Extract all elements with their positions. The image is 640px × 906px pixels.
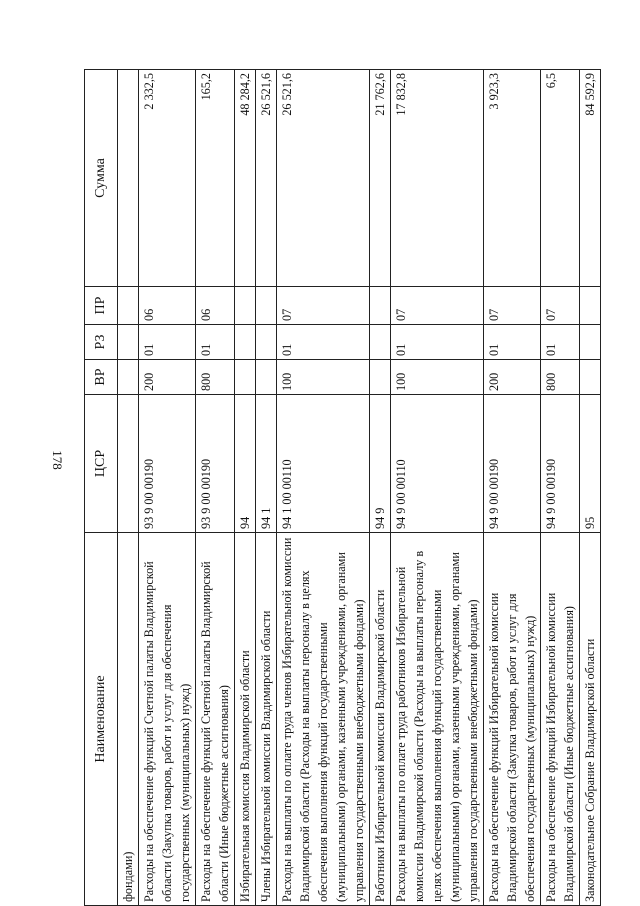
table-row xyxy=(541,70,580,906)
table-row xyxy=(235,70,256,906)
cell-vr: 100 xyxy=(277,360,370,395)
cell-vr: 800 xyxy=(196,360,235,395)
cell-rz xyxy=(235,325,256,360)
cell-sum: 17 832,8 xyxy=(391,70,484,287)
table-header-row xyxy=(85,70,118,906)
header-sum: Сумма xyxy=(85,70,118,287)
budget-table-container xyxy=(84,70,597,906)
cell-name: Расходы на выплаты по оплате труда работников Избирательной комиссии Владимирской области (Расходы на выплаты персоналу в целях обеспечения выполнения функций государственными (муниципальными) органами, казенными учреждениями, органами управления государственными внебюджетными фондами) xyxy=(391,533,484,906)
cell-csr: 93 9 00 00190 xyxy=(139,395,196,533)
cell-name: Расходы на обеспечение функций Избирательной комиссии Владимирской области (Иные бюджетные ассигнования) xyxy=(541,533,580,906)
cell-rz xyxy=(256,325,277,360)
table-row xyxy=(370,70,391,906)
cell-name: Расходы на обеспечение функций Счетной палаты Владимирской области (Иные бюджетные ассигнования) xyxy=(196,533,235,906)
cell-pr xyxy=(235,287,256,325)
cell-sum: 48 284,2 xyxy=(235,70,256,287)
cell-rz: 01 xyxy=(139,325,196,360)
table-row xyxy=(391,70,484,906)
cell-rz: 01 xyxy=(277,325,370,360)
cell-vr: 200 xyxy=(484,360,541,395)
cell-sum: 26 521,6 xyxy=(277,70,370,287)
cell-rz: 01 xyxy=(196,325,235,360)
header-pr: ПР xyxy=(85,287,118,325)
cell-pr xyxy=(370,287,391,325)
cell-pr xyxy=(580,287,601,325)
cell-pr: 07 xyxy=(277,287,370,325)
cell-sum xyxy=(118,70,139,287)
cell-sum: 6,5 xyxy=(541,70,580,287)
cell-rz xyxy=(370,325,391,360)
table-row xyxy=(277,70,370,906)
cell-vr: 800 xyxy=(541,360,580,395)
header-name: Наименование xyxy=(85,533,118,906)
cell-sum: 26 521,6 xyxy=(256,70,277,287)
header-rz: РЗ xyxy=(85,325,118,360)
cell-sum: 3 923,3 xyxy=(484,70,541,287)
header-vr: ВР xyxy=(85,360,118,395)
table-row xyxy=(580,70,601,906)
cell-name: Работники Избирательной комиссии Владимирской области xyxy=(370,533,391,906)
table-row xyxy=(139,70,196,906)
table-row xyxy=(196,70,235,906)
cell-csr: 94 9 00 00190 xyxy=(484,395,541,533)
cell-name: Законодательное Собрание Владимирской области xyxy=(580,533,601,906)
cell-csr: 94 9 00 00110 xyxy=(391,395,484,533)
cell-pr xyxy=(256,287,277,325)
cell-rz xyxy=(580,325,601,360)
cell-name: Избирательная комиссия Владимирской области xyxy=(235,533,256,906)
budget-table xyxy=(84,69,601,906)
cell-name: Члены Избирательной комиссии Владимирской области xyxy=(256,533,277,906)
cell-rz: 01 xyxy=(391,325,484,360)
cell-vr xyxy=(370,360,391,395)
table-row xyxy=(256,70,277,906)
cell-sum: 21 762,6 xyxy=(370,70,391,287)
cell-rz: 01 xyxy=(484,325,541,360)
cell-csr: 95 xyxy=(580,395,601,533)
table-row xyxy=(484,70,541,906)
cell-vr: 200 xyxy=(139,360,196,395)
cell-name: фондами) xyxy=(118,533,139,906)
cell-sum: 84 592,9 xyxy=(580,70,601,287)
cell-rz xyxy=(118,325,139,360)
cell-pr: 06 xyxy=(139,287,196,325)
cell-csr: 94 9 00 00190 xyxy=(541,395,580,533)
cell-csr: 94 1 00 00110 xyxy=(277,395,370,533)
cell-csr: 94 1 xyxy=(256,395,277,533)
header-csr: ЦСР xyxy=(85,395,118,533)
cell-csr: 93 9 00 00190 xyxy=(196,395,235,533)
cell-vr xyxy=(235,360,256,395)
cell-vr xyxy=(256,360,277,395)
cell-vr xyxy=(118,360,139,395)
cell-pr: 07 xyxy=(484,287,541,325)
cell-pr: 07 xyxy=(391,287,484,325)
cell-csr: 94 xyxy=(235,395,256,533)
cell-csr xyxy=(118,395,139,533)
cell-vr xyxy=(580,360,601,395)
cell-csr: 94 9 xyxy=(370,395,391,533)
cell-name: Расходы на обеспечение функций Счетной палаты Владимирской области (Закупка товаров, работ и услуг для обеспечения государственных (муниципальных) нужд) xyxy=(139,533,196,906)
page-number: 178 xyxy=(50,450,65,470)
cell-pr: 06 xyxy=(196,287,235,325)
cell-name: Расходы на выплаты по оплате труда членов Избирательной комиссии Владимирской области (Расходы на выплаты персоналу в целях обеспечения выполнения функций государственными (муниципальными) органами, казенными учреждениями, органами управления государственными внебюджетными фондами) xyxy=(277,533,370,906)
cell-sum: 2 332,5 xyxy=(139,70,196,287)
cell-vr: 100 xyxy=(391,360,484,395)
cell-sum: 165,2 xyxy=(196,70,235,287)
cell-rz: 01 xyxy=(541,325,580,360)
cell-pr xyxy=(118,287,139,325)
cell-name: Расходы на обеспечение функций Избирательной комиссии Владимирской области (Закупка товаров, работ и услуг для обеспечения государственных (муниципальных) нужд) xyxy=(484,533,541,906)
cell-pr: 07 xyxy=(541,287,580,325)
table-row xyxy=(118,70,139,906)
